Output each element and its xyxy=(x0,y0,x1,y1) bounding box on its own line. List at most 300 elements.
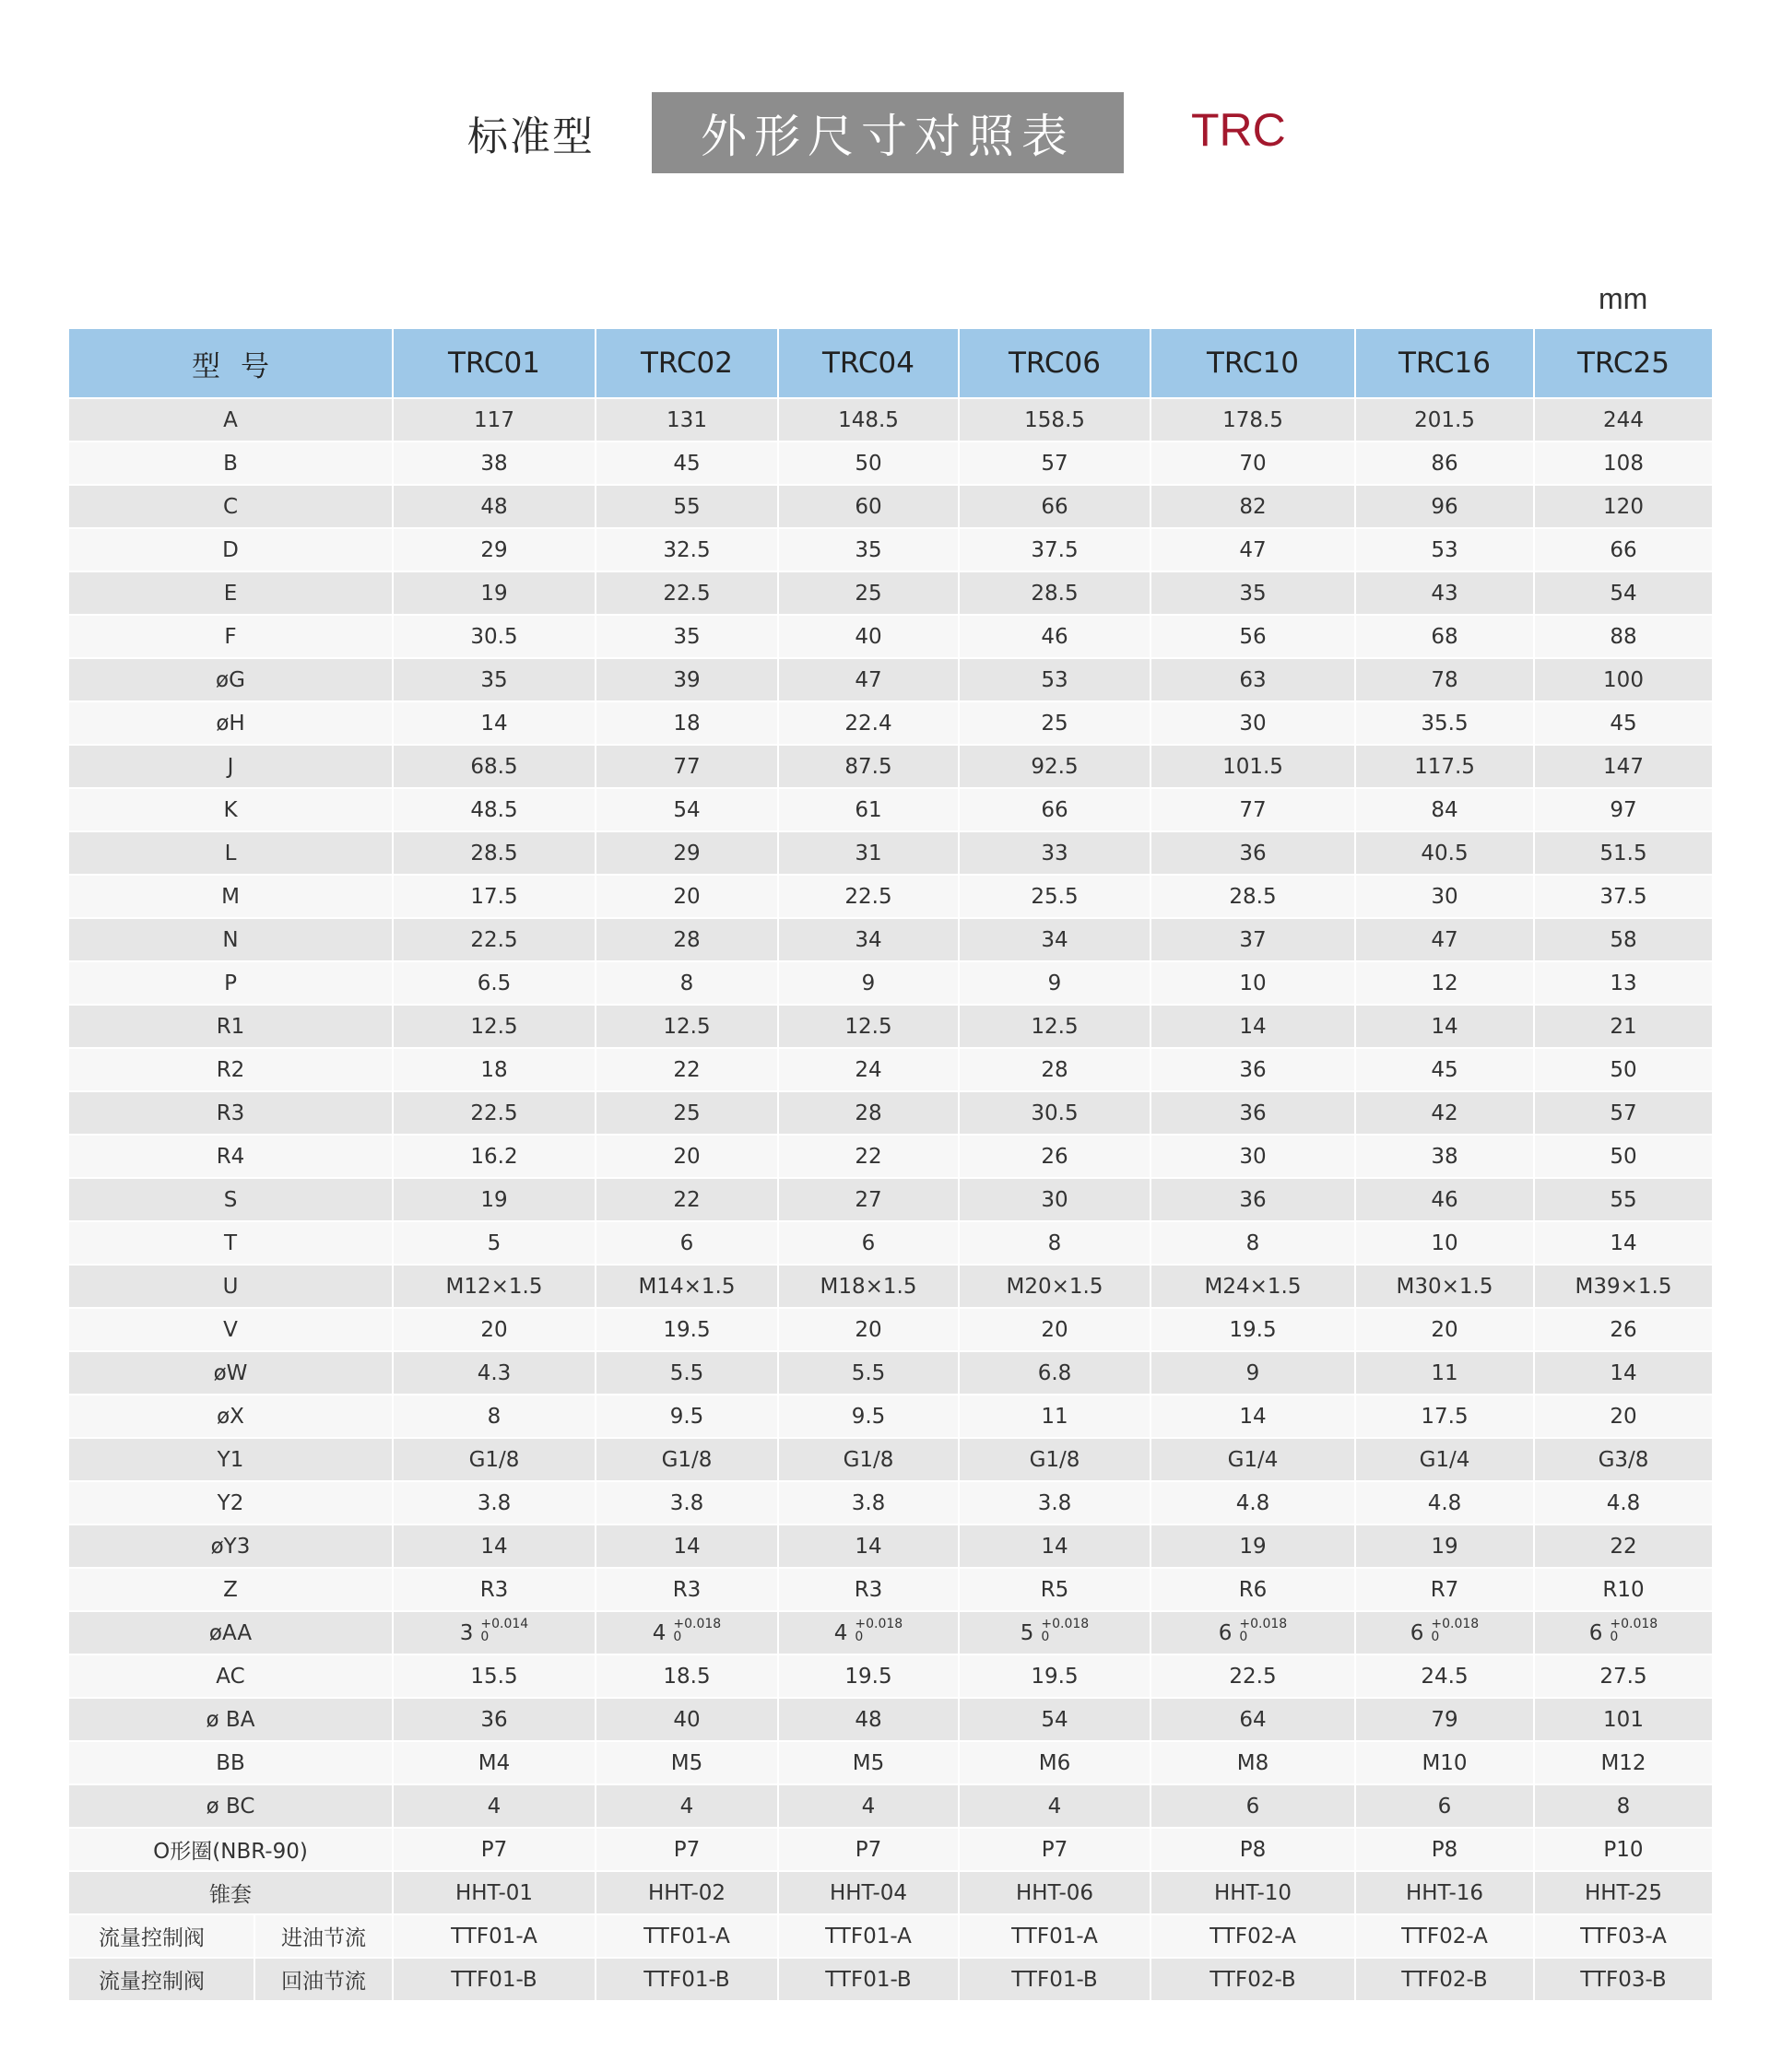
row-label: R4 xyxy=(68,1135,393,1178)
table-cell: 22.5 xyxy=(596,571,778,615)
column-header-trc01: TRC01 xyxy=(393,328,596,398)
table-cell: 21 xyxy=(1534,1005,1713,1048)
table-cell: 12 xyxy=(1355,961,1534,1005)
table-cell: 37.5 xyxy=(1534,875,1713,918)
table-cell: R7 xyxy=(1355,1568,1534,1611)
table-cell: 22 xyxy=(596,1048,778,1091)
table-cell: 36 xyxy=(1150,1178,1355,1221)
table-cell: 30.5 xyxy=(959,1091,1150,1135)
table-row xyxy=(68,441,1713,485)
column-header-trc02: TRC02 xyxy=(596,328,778,398)
table-cell: 20 xyxy=(596,1135,778,1178)
table-row xyxy=(68,1784,1713,1828)
table-cell: 35 xyxy=(1150,571,1355,615)
table-cell: 14 xyxy=(959,1525,1150,1568)
table-cell: 68.5 xyxy=(393,745,596,788)
table-cell: 11 xyxy=(1355,1351,1534,1395)
table-cell: TTF02-B xyxy=(1355,1958,1534,2001)
table-cell: M12×1.5 xyxy=(393,1265,596,1308)
table-row xyxy=(68,1005,1713,1048)
table-cell: 24 xyxy=(778,1048,959,1091)
table-cell: 37.5 xyxy=(959,528,1150,571)
tolerance-lower: 0 xyxy=(1041,1629,1050,1644)
table-cell: R3 xyxy=(393,1568,596,1611)
table-cell: 19 xyxy=(1355,1525,1534,1568)
table-cell: 79 xyxy=(1355,1698,1534,1741)
table-cell: 35 xyxy=(596,615,778,658)
table-row xyxy=(68,1568,1713,1611)
table-row xyxy=(68,1091,1713,1135)
table-cell: 25 xyxy=(596,1091,778,1135)
table-cell: R5 xyxy=(959,1568,1150,1611)
table-cell: 4 xyxy=(959,1784,1150,1828)
table-cell: 18.5 xyxy=(596,1654,778,1698)
table-cell: 8 xyxy=(393,1395,596,1438)
table-cell: R6 xyxy=(1150,1568,1355,1611)
row-label: K xyxy=(68,788,393,831)
table-cell: 4 xyxy=(393,1784,596,1828)
tolerance-lower: 0 xyxy=(480,1629,490,1644)
table-cell: 47 xyxy=(1150,528,1355,571)
table-cell: 82 xyxy=(1150,485,1355,528)
table-cell: 24.5 xyxy=(1355,1654,1534,1698)
row-sublabel: 进油节流 xyxy=(254,1914,393,1958)
type-label: 标准型 xyxy=(467,113,595,160)
table-cell: 117.5 xyxy=(1355,745,1534,788)
table-cell: 20 xyxy=(596,875,778,918)
table-cell: 4.3 xyxy=(393,1351,596,1395)
table-cell: 12.5 xyxy=(959,1005,1150,1048)
tolerance-limits xyxy=(1610,1618,1658,1643)
table-cell: 70 xyxy=(1150,441,1355,485)
table-cell: 77 xyxy=(1150,788,1355,831)
table-cell: 22.5 xyxy=(393,1091,596,1135)
table-cell: 9 xyxy=(778,961,959,1005)
table-row xyxy=(68,1265,1713,1308)
table-row xyxy=(68,1698,1713,1741)
column-header-trc10: TRC10 xyxy=(1150,328,1355,398)
table-cell: TTF01-B xyxy=(959,1958,1150,2001)
table-cell: G1/8 xyxy=(393,1438,596,1481)
row-label: E xyxy=(68,571,393,615)
row-label: V xyxy=(68,1308,393,1351)
table-cell: 9.5 xyxy=(778,1395,959,1438)
table-cell: 50 xyxy=(1534,1048,1713,1091)
table-row xyxy=(68,615,1713,658)
table-cell: 12.5 xyxy=(778,1005,959,1048)
table-cell: 3.8 xyxy=(596,1481,778,1525)
table-row xyxy=(68,1395,1713,1438)
table-cell: 50 xyxy=(778,441,959,485)
table-row xyxy=(68,1135,1713,1178)
table-cell: 45 xyxy=(1355,1048,1534,1091)
row-label: U xyxy=(68,1265,393,1308)
table-cell: TTF01-B xyxy=(596,1958,778,2001)
table-cell: 10 xyxy=(1150,961,1355,1005)
table-cell: 14 xyxy=(393,701,596,745)
table-row xyxy=(68,788,1713,831)
table-cell: M20×1.5 xyxy=(959,1265,1150,1308)
table-cell: 8 xyxy=(959,1221,1150,1265)
table-cell: 22 xyxy=(1534,1525,1713,1568)
table-cell: 54 xyxy=(1534,571,1713,615)
model-column-header: 型号 xyxy=(68,328,393,398)
table-row xyxy=(68,1828,1713,1871)
table-cell xyxy=(1150,1611,1355,1654)
row-label: 流量控制阀 xyxy=(68,1958,254,2001)
table-cell: 14 xyxy=(1150,1395,1355,1438)
table-cell: 4 xyxy=(778,1784,959,1828)
table-cell: TTF01-B xyxy=(778,1958,959,2001)
table-cell: 22 xyxy=(778,1135,959,1178)
table-cell: M6 xyxy=(959,1741,1150,1784)
table-cell: 57 xyxy=(959,441,1150,485)
table-cell: P7 xyxy=(778,1828,959,1871)
table-cell: 37 xyxy=(1150,918,1355,961)
tolerance-lower: 0 xyxy=(673,1629,682,1644)
table-row xyxy=(68,745,1713,788)
table-cell: 35 xyxy=(778,528,959,571)
row-label: øX xyxy=(68,1395,393,1438)
table-cell: 19 xyxy=(1150,1525,1355,1568)
table-cell: 45 xyxy=(1534,701,1713,745)
dimension-table xyxy=(67,327,1714,2002)
table-cell: 148.5 xyxy=(778,398,959,441)
table-cell: 4.8 xyxy=(1534,1481,1713,1525)
row-label: F xyxy=(68,615,393,658)
table-cell: 19.5 xyxy=(596,1308,778,1351)
table-cell xyxy=(959,1611,1150,1654)
table-cell: G1/4 xyxy=(1150,1438,1355,1481)
row-label: Z xyxy=(68,1568,393,1611)
table-cell: TTF02-B xyxy=(1150,1958,1355,2001)
row-label: C xyxy=(68,485,393,528)
table-cell: P7 xyxy=(393,1828,596,1871)
table-cell: 47 xyxy=(1355,918,1534,961)
table-cell: 25 xyxy=(778,571,959,615)
row-label: 流量控制阀 xyxy=(68,1914,254,1958)
table-cell: P8 xyxy=(1150,1828,1355,1871)
tolerance-value xyxy=(833,1616,903,1645)
table-cell: TTF03-A xyxy=(1534,1914,1713,1958)
table-cell: 35 xyxy=(393,658,596,701)
row-sublabel: 回油节流 xyxy=(254,1958,393,2001)
table-cell: 30 xyxy=(1150,1135,1355,1178)
table-cell: 158.5 xyxy=(959,398,1150,441)
table-cell: 8 xyxy=(1150,1221,1355,1265)
row-label: A xyxy=(68,398,393,441)
tolerance-upper: +0.014 xyxy=(480,1616,529,1631)
table-cell: 56 xyxy=(1150,615,1355,658)
table-cell: 14 xyxy=(1355,1005,1534,1048)
table-cell: 15.5 xyxy=(393,1654,596,1698)
table-row xyxy=(68,571,1713,615)
table-cell: 48 xyxy=(778,1698,959,1741)
table-cell: 40.5 xyxy=(1355,831,1534,875)
table-cell: 38 xyxy=(393,441,596,485)
model-label: TRC xyxy=(1191,104,1286,156)
table-cell: P7 xyxy=(596,1828,778,1871)
table-cell: 32.5 xyxy=(596,528,778,571)
tolerance-base: 4 xyxy=(833,1620,848,1645)
row-label: M xyxy=(68,875,393,918)
table-cell: G1/8 xyxy=(778,1438,959,1481)
table-row xyxy=(68,701,1713,745)
table-cell: 14 xyxy=(1150,1005,1355,1048)
row-label: R3 xyxy=(68,1091,393,1135)
table-cell: 29 xyxy=(393,528,596,571)
tolerance-limits xyxy=(480,1618,528,1643)
table-cell: 20 xyxy=(778,1308,959,1351)
row-label: BB xyxy=(68,1741,393,1784)
table-cell: 38 xyxy=(1355,1135,1534,1178)
table-cell: M30×1.5 xyxy=(1355,1265,1534,1308)
table-cell: 20 xyxy=(959,1308,1150,1351)
table-cell: 6.5 xyxy=(393,961,596,1005)
table-cell: 9.5 xyxy=(596,1395,778,1438)
table-cell: G3/8 xyxy=(1534,1438,1713,1481)
table-cell: 22.5 xyxy=(1150,1654,1355,1698)
table-cell: M39×1.5 xyxy=(1534,1265,1713,1308)
table-cell: 68 xyxy=(1355,615,1534,658)
page-header xyxy=(0,0,1770,184)
table-cell: 6 xyxy=(596,1221,778,1265)
tolerance-upper: +0.018 xyxy=(1041,1616,1090,1631)
table-cell: 28 xyxy=(959,1048,1150,1091)
tolerance-lower: 0 xyxy=(1610,1629,1619,1644)
tolerance-upper: +0.018 xyxy=(673,1616,722,1631)
table-row xyxy=(68,831,1713,875)
table-cell: 244 xyxy=(1534,398,1713,441)
table-cell: 31 xyxy=(778,831,959,875)
table-cell: 46 xyxy=(1355,1178,1534,1221)
table-cell: 108 xyxy=(1534,441,1713,485)
table-cell: HHT-16 xyxy=(1355,1871,1534,1914)
tolerance-value xyxy=(1218,1616,1288,1645)
table-row xyxy=(68,1958,1713,2001)
table-cell: 30 xyxy=(1355,875,1534,918)
table-cell: 25.5 xyxy=(959,875,1150,918)
table-cell: M8 xyxy=(1150,1741,1355,1784)
table-row xyxy=(68,398,1713,441)
table-row xyxy=(68,918,1713,961)
table-cell: 57 xyxy=(1534,1091,1713,1135)
tolerance-upper: +0.018 xyxy=(855,1616,903,1631)
table-cell: M12 xyxy=(1534,1741,1713,1784)
table-cell: 100 xyxy=(1534,658,1713,701)
table-cell: 36 xyxy=(1150,1091,1355,1135)
table-cell: 66 xyxy=(1534,528,1713,571)
table-cell: TTF01-B xyxy=(393,1958,596,2001)
table-cell: 66 xyxy=(959,485,1150,528)
table-cell: 16.2 xyxy=(393,1135,596,1178)
table-cell: 13 xyxy=(1534,961,1713,1005)
table-cell: 19 xyxy=(393,1178,596,1221)
row-label: B xyxy=(68,441,393,485)
table-cell xyxy=(596,1611,778,1654)
table-cell: 88 xyxy=(1534,615,1713,658)
table-row xyxy=(68,1611,1713,1654)
table-cell: 53 xyxy=(1355,528,1534,571)
table-cell: 25 xyxy=(959,701,1150,745)
table-cell: 20 xyxy=(393,1308,596,1351)
table-cell: M18×1.5 xyxy=(778,1265,959,1308)
table-cell: 27 xyxy=(778,1178,959,1221)
table-cell: 28.5 xyxy=(393,831,596,875)
table-cell: TTF03-B xyxy=(1534,1958,1713,2001)
table-cell: 97 xyxy=(1534,788,1713,831)
table-cell: 8 xyxy=(1534,1784,1713,1828)
table-cell: 53 xyxy=(959,658,1150,701)
table-cell: 4.8 xyxy=(1150,1481,1355,1525)
tolerance-limits xyxy=(1431,1618,1479,1643)
table-cell: 64 xyxy=(1150,1698,1355,1741)
row-label: øW xyxy=(68,1351,393,1395)
table-cell: 117 xyxy=(393,398,596,441)
tolerance-value xyxy=(652,1616,722,1645)
table-cell: 22.5 xyxy=(778,875,959,918)
table-cell: 36 xyxy=(1150,1048,1355,1091)
table-cell: 22 xyxy=(596,1178,778,1221)
table-row xyxy=(68,961,1713,1005)
table-cell: 17.5 xyxy=(1355,1395,1534,1438)
table-cell: G1/4 xyxy=(1355,1438,1534,1481)
table-cell: 86 xyxy=(1355,441,1534,485)
row-label: R1 xyxy=(68,1005,393,1048)
table-cell: TTF02-A xyxy=(1355,1914,1534,1958)
table-cell: 92.5 xyxy=(959,745,1150,788)
tolerance-base: 4 xyxy=(652,1620,667,1645)
table-row xyxy=(68,1871,1713,1914)
table-cell: 34 xyxy=(778,918,959,961)
row-label: ø BC xyxy=(68,1784,393,1828)
table-cell: 77 xyxy=(596,745,778,788)
table-cell: 26 xyxy=(1534,1308,1713,1351)
table-cell: 12.5 xyxy=(393,1005,596,1048)
tolerance-base: 6 xyxy=(1218,1620,1233,1645)
table-row xyxy=(68,1178,1713,1221)
table-cell: 35.5 xyxy=(1355,701,1534,745)
table-cell: 3.8 xyxy=(959,1481,1150,1525)
table-cell: 14 xyxy=(1534,1351,1713,1395)
table-cell xyxy=(778,1611,959,1654)
table-cell: R10 xyxy=(1534,1568,1713,1611)
table-cell: M24×1.5 xyxy=(1150,1265,1355,1308)
table-cell: 60 xyxy=(778,485,959,528)
table-cell: 9 xyxy=(1150,1351,1355,1395)
table-cell: G1/8 xyxy=(596,1438,778,1481)
unit-label: mm xyxy=(1599,282,1648,315)
row-label: S xyxy=(68,1178,393,1221)
table-cell: 8 xyxy=(596,961,778,1005)
row-label: O形圈(NBR-90) xyxy=(68,1828,393,1871)
table-cell: HHT-02 xyxy=(596,1871,778,1914)
table-cell: 96 xyxy=(1355,485,1534,528)
row-label: T xyxy=(68,1221,393,1265)
table-cell: 28.5 xyxy=(959,571,1150,615)
table-cell: TTF01-A xyxy=(778,1914,959,1958)
table-cell: 19 xyxy=(393,571,596,615)
table-cell: 14 xyxy=(393,1525,596,1568)
table-row xyxy=(68,1221,1713,1265)
table-cell: 17.5 xyxy=(393,875,596,918)
table-cell: M14×1.5 xyxy=(596,1265,778,1308)
table-row xyxy=(68,1438,1713,1481)
table-row xyxy=(68,528,1713,571)
table-cell: 36 xyxy=(393,1698,596,1741)
table-cell: P7 xyxy=(959,1828,1150,1871)
table-cell: 18 xyxy=(393,1048,596,1091)
table-cell: 201.5 xyxy=(1355,398,1534,441)
row-label: R2 xyxy=(68,1048,393,1091)
table-cell: 29 xyxy=(596,831,778,875)
table-cell: M5 xyxy=(596,1741,778,1784)
table-cell: 48 xyxy=(393,485,596,528)
table-cell: M5 xyxy=(778,1741,959,1784)
row-label: 锥套 xyxy=(68,1871,393,1914)
table-cell: 26 xyxy=(959,1135,1150,1178)
table-cell: 4.8 xyxy=(1355,1481,1534,1525)
tolerance-base: 5 xyxy=(1020,1620,1034,1645)
row-label: Y1 xyxy=(68,1438,393,1481)
table-cell: 22.5 xyxy=(393,918,596,961)
table-cell: 28 xyxy=(778,1091,959,1135)
tolerance-upper: +0.018 xyxy=(1239,1616,1288,1631)
table-row xyxy=(68,1525,1713,1568)
table-cell: 54 xyxy=(596,788,778,831)
table-row xyxy=(68,658,1713,701)
table-cell: 19.5 xyxy=(1150,1308,1355,1351)
table-row xyxy=(68,1308,1713,1351)
table-cell: 36 xyxy=(1150,831,1355,875)
table-cell: P10 xyxy=(1534,1828,1713,1871)
row-label: AC xyxy=(68,1654,393,1698)
table-cell: 39 xyxy=(596,658,778,701)
table-cell: 40 xyxy=(596,1698,778,1741)
table-row xyxy=(68,1741,1713,1784)
table-cell: HHT-10 xyxy=(1150,1871,1355,1914)
table-cell: 63 xyxy=(1150,658,1355,701)
table-cell: 14 xyxy=(778,1525,959,1568)
table-cell: 3.8 xyxy=(393,1481,596,1525)
table-cell: 19.5 xyxy=(778,1654,959,1698)
table-cell: 19.5 xyxy=(959,1654,1150,1698)
tolerance-upper: +0.018 xyxy=(1431,1616,1480,1631)
table-cell: 45 xyxy=(596,441,778,485)
table-cell: 40 xyxy=(778,615,959,658)
table-cell: 54 xyxy=(959,1698,1150,1741)
tolerance-value xyxy=(1588,1616,1658,1645)
table-cell: 101.5 xyxy=(1150,745,1355,788)
table-cell: HHT-04 xyxy=(778,1871,959,1914)
table-cell: 33 xyxy=(959,831,1150,875)
table-cell: 27.5 xyxy=(1534,1654,1713,1698)
table-cell: 22.4 xyxy=(778,701,959,745)
table-cell: 6 xyxy=(1355,1784,1534,1828)
table-cell: 34 xyxy=(959,918,1150,961)
row-label: øAA xyxy=(68,1611,393,1654)
table-cell: 87.5 xyxy=(778,745,959,788)
tolerance-limits xyxy=(1041,1618,1089,1643)
table-cell: 6 xyxy=(1150,1784,1355,1828)
table-cell: 12.5 xyxy=(596,1005,778,1048)
table-cell xyxy=(1534,1611,1713,1654)
column-header-trc16: TRC16 xyxy=(1355,328,1534,398)
table-cell: 147 xyxy=(1534,745,1713,788)
row-label: N xyxy=(68,918,393,961)
table-cell: TTF02-A xyxy=(1150,1914,1355,1958)
table-cell: 48.5 xyxy=(393,788,596,831)
